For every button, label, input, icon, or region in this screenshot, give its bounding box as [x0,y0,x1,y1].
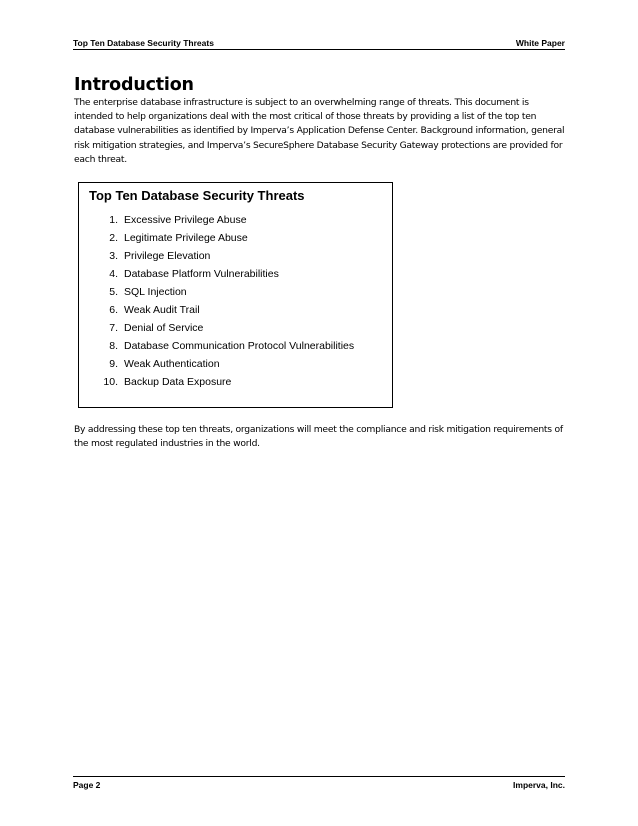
header-document-type: White Paper [515,38,565,48]
list-item-number: 5. [109,286,118,298]
threat-list-box [78,182,393,408]
list-item-label: Denial of Service [124,322,204,334]
page-footer [73,779,565,791]
list-item-label: Legitimate Privilege Abuse [124,232,248,244]
list-item-label: Database Platform Vulnerabilities [124,268,279,280]
list-item-label: Database Communication Protocol Vulnerabilities [124,340,355,352]
footer-divider [73,776,565,777]
list-item-number: 10. [103,376,118,388]
threat-box-title: Top Ten Database Security Threats [89,188,305,203]
header-divider [73,49,565,50]
closing-paragraph: By addressing these top ten threats, organizations will meet the compliance and risk mitigation requirements of the most regulated industries in the world. [74,424,563,450]
header-document-title: Top Ten Database Security Threats [73,38,214,48]
list-item-label: Privilege Elevation [124,250,211,262]
list-item-label: Weak Authentication [124,358,220,370]
list-item-number: 9. [109,358,118,370]
list-item-number: 4. [109,268,118,280]
intro-paragraph: The enterprise database infrastructure is subject to an overwhelming range of threats. This document is intended to help organizations deal with the most critical of those threats by providing a list of the top ten database vulnerabilities as identified by Imperva’s Application Defense Center. Background information, general risk mitigation strategies, and Imperva’s SecureSphere Database Security Gateway protections are provided for each threat. [74,97,565,165]
list-item-number: 6. [109,304,118,316]
section-title: Introduction [74,75,194,95]
list-item-label: Excessive Privilege Abuse [124,214,247,226]
page-header [73,37,565,49]
list-item-label: Weak Audit Trail [124,304,200,316]
list-item-label: SQL Injection [124,286,187,298]
list-item-number: 3. [109,250,118,262]
list-item-number: 7. [109,322,118,334]
list-item-number: 2. [109,232,118,244]
list-item-number: 8. [109,340,118,352]
footer-company: Imperva, Inc. [513,780,565,790]
page-number: Page 2 [73,780,101,790]
list-item-number: 1. [109,214,118,226]
list-item-label: Backup Data Exposure [124,376,232,388]
